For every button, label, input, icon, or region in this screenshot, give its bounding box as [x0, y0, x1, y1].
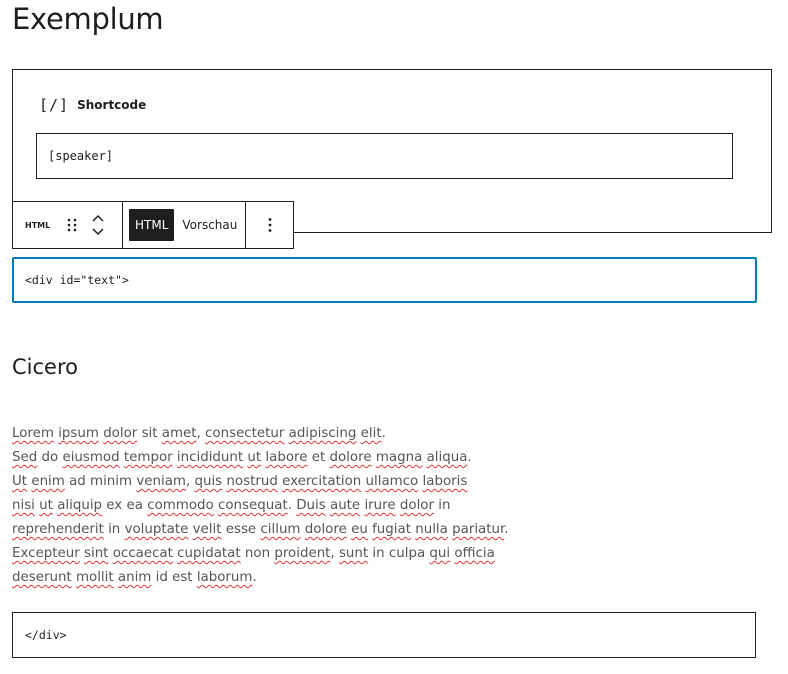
- paragraph-text: ex ea: [102, 498, 148, 513]
- paragraph-line: [12, 542, 572, 566]
- misspelled-word: laborum: [196, 570, 253, 585]
- block-toolbar-group-type: [13, 202, 122, 248]
- block-type-button[interactable]: HTML: [25, 220, 51, 230]
- chevron-up-icon[interactable]: [91, 213, 105, 223]
- misspelled-word: sint: [84, 546, 109, 561]
- paragraph-text: .: [504, 522, 509, 537]
- paragraph-text: ,: [196, 426, 206, 441]
- misspelled-word: ut: [247, 450, 262, 465]
- paragraph-text: .: [381, 426, 386, 441]
- paragraph-text: ad minim: [64, 474, 137, 489]
- misspelled-word: Duis: [296, 498, 326, 513]
- misspelled-word: dolor: [399, 498, 434, 513]
- misspelled-word: eiusmod: [62, 450, 120, 465]
- paragraph-text: id est: [151, 570, 197, 585]
- paragraph-text: non: [240, 546, 275, 561]
- misspelled-word: aliquip: [57, 498, 103, 513]
- misspelled-word: Lorem: [12, 426, 54, 441]
- misspelled-word: Excepteur: [12, 546, 80, 561]
- html-code-close[interactable]: </div>: [25, 628, 67, 642]
- paragraph-line: [12, 446, 572, 470]
- misspelled-word: pariatur: [452, 522, 505, 537]
- page-title[interactable]: Exemplum: [12, 2, 164, 36]
- misspelled-word: magna: [375, 450, 423, 465]
- misspelled-word: amet: [161, 426, 197, 441]
- misspelled-word: commodo: [147, 498, 214, 513]
- misspelled-word: sunt: [338, 546, 369, 561]
- misspelled-word: ipsum: [58, 426, 99, 441]
- drag-handle-icon[interactable]: [67, 217, 77, 233]
- heading-cicero[interactable]: Cicero: [12, 355, 78, 379]
- paragraph-line: [12, 470, 572, 494]
- misspelled-word: aute: [329, 498, 361, 513]
- html-block-open-div[interactable]: [12, 257, 757, 303]
- misspelled-word: dolore: [329, 450, 372, 465]
- block-toolbar: [12, 201, 294, 249]
- misspelled-word: veniam: [136, 474, 186, 489]
- misspelled-word: cillum: [260, 522, 301, 537]
- paragraph-text: do: [37, 450, 63, 465]
- misspelled-word: quis: [194, 474, 223, 489]
- paragraph-text: ,: [185, 474, 195, 489]
- more-vertical-icon[interactable]: [258, 209, 282, 241]
- misspelled-word: nulla: [415, 522, 448, 537]
- tab-html[interactable]: HTML: [129, 209, 174, 241]
- paragraph-line: [12, 494, 572, 518]
- paragraph-line: [12, 566, 572, 590]
- paragraph-text: in: [103, 522, 125, 537]
- misspelled-word: anim: [117, 570, 152, 585]
- tab-preview[interactable]: Vorschau: [182, 218, 238, 232]
- misspelled-word: incididunt: [176, 450, 244, 465]
- misspelled-word: consectetur: [205, 426, 285, 441]
- misspelled-word: nostrud: [226, 474, 278, 489]
- paragraph-text: in culpa: [368, 546, 430, 561]
- misspelled-word: mollit: [75, 570, 114, 585]
- shortcode-icon: [/]: [39, 96, 70, 114]
- html-code-open[interactable]: <div id="text">: [25, 273, 129, 287]
- misspelled-word: irure: [364, 498, 396, 513]
- misspelled-word: aliqua: [426, 450, 468, 465]
- move-buttons: [91, 207, 105, 243]
- paragraph-text: esse: [221, 522, 261, 537]
- shortcode-block-header: [39, 96, 146, 114]
- misspelled-word: adipiscing: [288, 426, 357, 441]
- paragraph-text: et: [307, 450, 330, 465]
- block-toolbar-group-view: [122, 202, 245, 248]
- misspelled-word: dolore: [304, 522, 347, 537]
- html-block-close-div[interactable]: [12, 612, 756, 658]
- misspelled-word: laboris: [422, 474, 468, 489]
- paragraph-text: .: [467, 450, 472, 465]
- paragraph-text: .: [287, 498, 297, 513]
- misspelled-word: consequat: [218, 498, 288, 513]
- misspelled-word: exercitation: [282, 474, 362, 489]
- misspelled-word: voluptate: [124, 522, 189, 537]
- paragraph-line: [12, 422, 572, 446]
- misspelled-word: velit: [192, 522, 222, 537]
- misspelled-word: eu: [351, 522, 368, 537]
- lorem-paragraph[interactable]: [12, 422, 572, 590]
- paragraph-text: ,: [330, 546, 339, 561]
- paragraph-line: [12, 518, 572, 542]
- misspelled-word: reprehenderit: [12, 522, 104, 537]
- misspelled-word: Ut: [12, 474, 28, 489]
- shortcode-input[interactable]: [speaker]: [36, 133, 733, 179]
- misspelled-word: labore: [265, 450, 308, 465]
- misspelled-word: qui: [429, 546, 451, 561]
- misspelled-word: occaecat: [112, 546, 173, 561]
- misspelled-word: enim: [31, 474, 65, 489]
- misspelled-word: cupidatat: [177, 546, 241, 561]
- paragraph-text: .: [252, 570, 257, 585]
- misspelled-word: dolor: [103, 426, 138, 441]
- shortcode-block-label: Shortcode: [77, 98, 147, 112]
- misspelled-word: tempor: [123, 450, 173, 465]
- misspelled-word: Sed: [12, 450, 38, 465]
- misspelled-word: elit: [360, 426, 382, 441]
- paragraph-text: in: [434, 498, 451, 513]
- misspelled-word: ut: [39, 498, 53, 513]
- block-toolbar-group-options: [245, 202, 293, 248]
- misspelled-word: fugiat: [372, 522, 411, 537]
- paragraph-text: sit: [137, 426, 162, 441]
- chevron-down-icon[interactable]: [91, 227, 105, 237]
- misspelled-word: officia: [454, 546, 495, 561]
- misspelled-word: ullamco: [365, 474, 419, 489]
- misspelled-word: proident: [274, 546, 331, 561]
- misspelled-word: nisi: [12, 498, 35, 513]
- misspelled-word: deserunt: [12, 570, 72, 585]
